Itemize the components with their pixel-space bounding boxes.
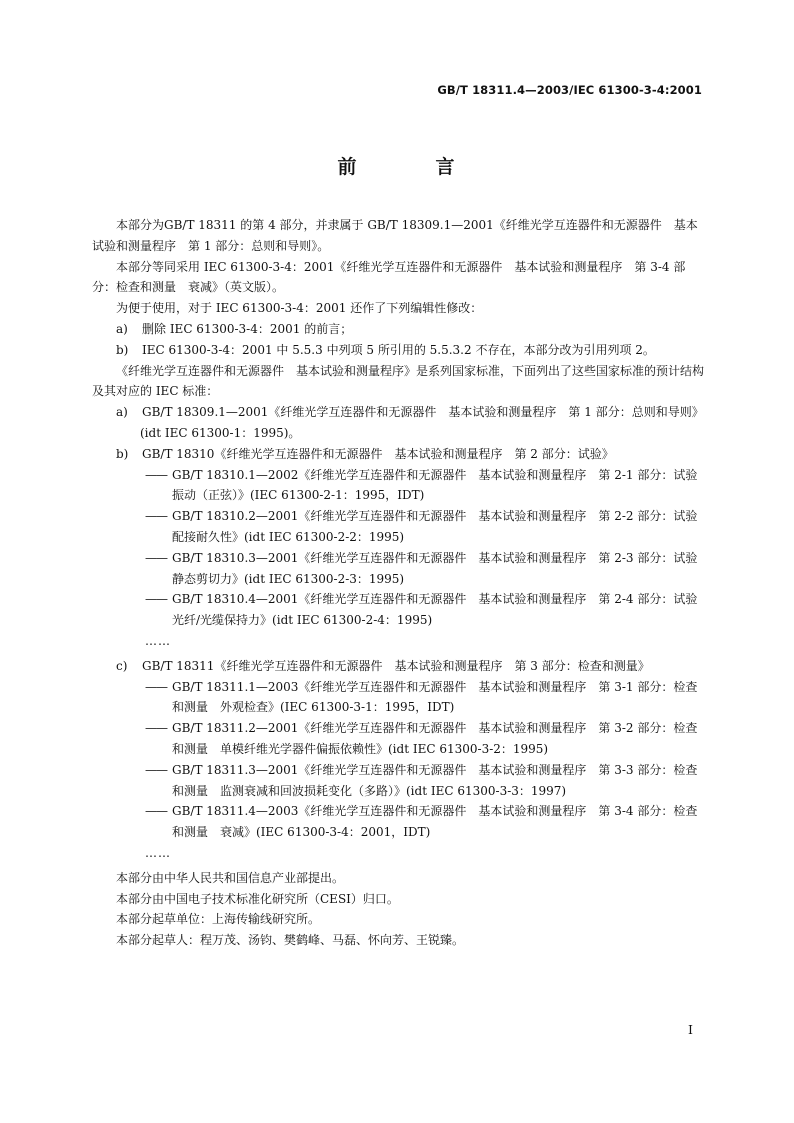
series-item-c-label: c) <box>116 658 128 673</box>
series-item-c <box>92 656 704 677</box>
closing-line-3: 本部分起草单位：上海传输线研究所。 <box>116 912 321 927</box>
dash-marker: —— <box>145 804 167 819</box>
dash-marker: —— <box>145 762 167 777</box>
series-item-b <box>92 444 704 465</box>
edit-item-b-label: b) <box>116 342 129 357</box>
standard-code-header: GB/T 18311.4—2003/IEC 61300-3-4:2001 <box>437 83 702 97</box>
series-b-subitem-4 <box>92 589 710 631</box>
dash-marker: —— <box>145 467 167 482</box>
series-b-subitem-4-text: GB/T 18310.4—2001《纤维光学互连器件和无源器件 基本试验和测量程序 第 2-4 部分：试验 光纤/光缆保持力》(idt IEC 61300-2-4：1995) <box>172 592 710 628</box>
series-item-a <box>92 402 704 444</box>
closing-line-1: 本部分由中华人民共和国信息产业部提出。 <box>116 870 345 885</box>
intro-paragraph-1: 本部分为GB/T 18311 的第 4 部分，并隶属于 GB/T 18309.1—2001《纤维光学互连器件和无源器件 基本试验和测量程序 第 1 部分：总则和导则》。 <box>92 218 698 253</box>
dash-marker: —— <box>145 721 167 736</box>
series-item-a-text: GB/T 18309.1—2001《纤维光学互连器件和无源器件 基本试验和测量程序 第 1 部分：总则和导则》(idt IEC 61300-1：1995)。 <box>140 405 704 440</box>
series-intro-paragraph: 《纤维光学互连器件和无源器件 基本试验和测量程序》是系列国家标准，下面列出了这些国家标准的预计结构及其对应的 IEC 标准： <box>92 363 705 399</box>
series-c-subitem-2 <box>92 718 704 760</box>
page-title: 前 言 <box>337 156 485 178</box>
series-c-subitem-1-text: GB/T 18311.1—2003《纤维光学互连器件和无源器件 基本试验和测量程序 第 3-1 部分：检查和测量 外观检查》(IEC 61300-3-1：1995，IDT) <box>172 679 698 715</box>
series-item-b-text: GB/T 18310《纤维光学互连器件和无源器件 基本试验和测量程序 第 2 部分：试验》 <box>142 446 614 461</box>
dash-marker: —— <box>145 509 167 524</box>
closing-line-2: 本部分由中国电子技术标准化研究所（CESI）归口。 <box>116 891 399 906</box>
series-b-subitem-2-text: GB/T 18310.2—2001《纤维光学互连器件和无源器件 基本试验和测量程序 第 2-2 部分：试验 配接耐久性》(idt IEC 61300-2-2：1995) <box>172 509 710 544</box>
dash-marker: —— <box>145 679 167 694</box>
edit-item-a-label: a) <box>116 321 128 336</box>
page-number: I <box>688 1022 693 1037</box>
dash-marker: —— <box>145 592 167 607</box>
series-b-ellipsis: …… <box>145 633 171 648</box>
series-b-subitem-3 <box>92 548 710 590</box>
edit-item-a <box>92 319 704 340</box>
series-c-subitem-4-text: GB/T 18311.4—2003《纤维光学互连器件和无源器件 基本试验和测量程序 第 3-4 部分：检查和测量 衰减》(IEC 61300-3-4：2001，IDT) <box>172 804 698 840</box>
closing-line-4: 本部分起草人：程万茂、汤钧、樊鹤峰、马磊、怀向芳、王锐臻。 <box>116 933 465 948</box>
series-c-subitem-1 <box>92 677 704 719</box>
series-b-subitem-2 <box>92 506 710 548</box>
series-b-subitem-3-text: GB/T 18310.3—2001《纤维光学互连器件和无源器件 基本试验和测量程序 第 2-3 部分：试验 静态剪切力》(idt IEC 61300-2-3：1995) <box>172 550 710 586</box>
series-c-ellipsis: …… <box>145 845 171 860</box>
intro-paragraph-3: 为便于使用，对于 IEC 61300-3-4：2001 还作了下列编辑性修改： <box>116 301 483 316</box>
edit-item-a-text: 删除 IEC 61300-3-4：2001 的前言； <box>142 321 353 336</box>
foreword-body <box>92 215 710 951</box>
dash-marker: —— <box>145 550 167 565</box>
edit-item-b <box>92 340 704 361</box>
series-c-subitem-3 <box>92 760 704 802</box>
intro-paragraph-2: 本部分等同采用 IEC 61300-3-4：2001《纤维光学互连器件和无源器件 基本试验和测量程序 第 3-4 部分：检查和测量 衰减》（英文版）。 <box>92 259 686 295</box>
series-item-c-text: GB/T 18311《纤维光学互连器件和无源器件 基本试验和测量程序 第 3 部分：检查和测量》 <box>142 658 650 673</box>
series-b-subitem-1-text: GB/T 18310.1—2002《纤维光学互连器件和无源器件 基本试验和测量程序 第 2-1 部分：试验 振动（正弦）》(IEC 61300-2-1：1995，IDT) <box>172 467 710 503</box>
series-item-b-label: b) <box>116 446 129 461</box>
series-b-subitem-1 <box>92 465 710 507</box>
series-c-subitem-4 <box>92 801 704 843</box>
series-c-subitem-3-text: GB/T 18311.3—2001《纤维光学互连器件和无源器件 基本试验和测量程序 第 3-3 部分：检查和测量 监测衰减和回波损耗变化（多路）》(idt IEC 61300-3-3：1997) <box>172 762 698 798</box>
series-item-a-label: a) <box>116 405 128 420</box>
series-c-subitem-2-text: GB/T 18311.2—2001《纤维光学互连器件和无源器件 基本试验和测量程序 第 3-2 部分：检查和测量 单模纤维光学器件偏振依赖性》(idt IEC 61300-3-2：1995) <box>172 721 698 756</box>
edit-item-b-text: IEC 61300-3-4：2001 中 5.5.3 中列项 5 所引用的 5.5.3.2 不存在，本部分改为引用列项 2。 <box>142 342 655 357</box>
